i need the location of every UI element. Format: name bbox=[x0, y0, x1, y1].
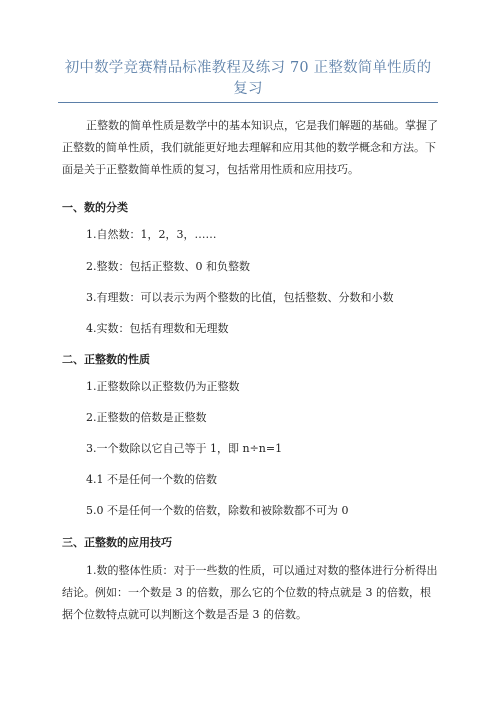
list-item: 3.一个数除以它自己等于 1，即 n÷n=1 bbox=[86, 442, 283, 455]
list-item: 1.自然数：1，2，3，…… bbox=[86, 228, 217, 241]
intro-paragraph: 正整数的简单性质是数学中的基本知识点，它是我们解题的基础。掌握了正整数的简单性质，我们就能更好地去理解和应用其他的数学概念和方法。下面是关于正整数简单性质的复习，包括常用性质和应用技巧。 bbox=[62, 119, 438, 176]
list-item: 2.正整数的倍数是正整数 bbox=[86, 411, 207, 424]
list-item: 5.0 不是任何一个数的倍数，除数和被除数都不可为 0 bbox=[86, 504, 349, 517]
list-item: 1.正整数除以正整数仍为正整数 bbox=[86, 380, 240, 393]
list-item: 3.有理数：可以表示为两个整数的比值，包括整数、分数和小数 bbox=[86, 291, 394, 304]
list-item: 4.实数：包括有理数和无理数 bbox=[86, 322, 229, 335]
section-heading-techniques: 三、正整数的应用技巧 bbox=[62, 536, 172, 549]
section-heading-classification: 一、数的分类 bbox=[62, 201, 128, 214]
list-item: 4.1 不是任何一个数的倍数 bbox=[86, 473, 217, 486]
technique-paragraph: 1.数的整体性质：对于一些数的性质，可以通过对数的整体进行分析得出结论。例如：一个数是 3 的倍数，那么它的个位数的特点就是 3 的倍数，根据个位数特点就可以判断这个数是否是 3 的倍数。 bbox=[62, 564, 438, 621]
title-divider bbox=[58, 102, 438, 103]
list-item: 2.整数：包括正整数、0 和负整数 bbox=[86, 260, 250, 273]
document-title: 初中数学竞赛精品标准教程及练习 70 正整数简单性质的复习 bbox=[64, 60, 432, 97]
section-heading-properties: 二、正整数的性质 bbox=[62, 353, 150, 366]
